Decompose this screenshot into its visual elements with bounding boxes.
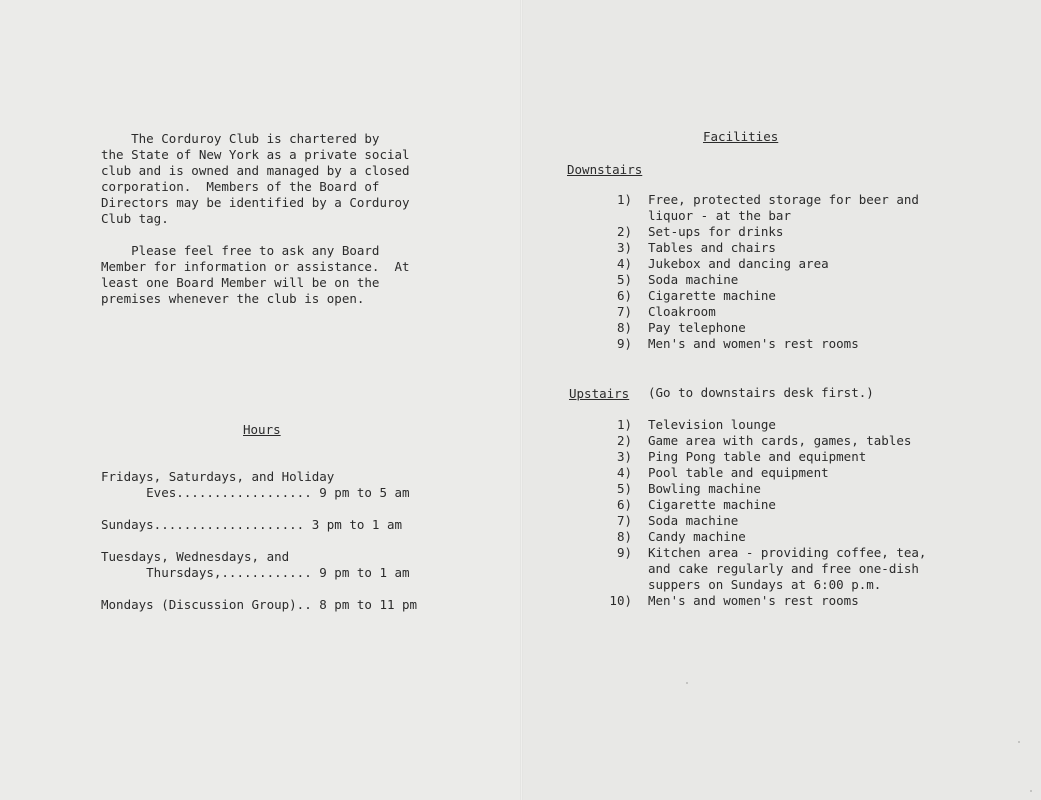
upstairs-heading: Upstairs (569, 386, 630, 401)
downstairs-item-text: Free, protected storage for beer and (648, 192, 919, 207)
hours-line: Sundays.................... 3 pm to 1 am (101, 517, 403, 532)
downstairs-item-number: 4) (616, 256, 632, 271)
upstairs-item-text: Ping Pong table and equipment (648, 449, 867, 464)
upstairs-item-text: Pool table and equipment (648, 465, 829, 480)
downstairs-item-text: Jukebox and dancing area (648, 256, 829, 271)
facilities-title: Facilities (703, 129, 779, 144)
upstairs-item-text: and cake regularly and free one-dish (648, 561, 919, 576)
downstairs-item-text: Pay telephone (648, 320, 746, 335)
downstairs-item-text: Tables and chairs (648, 240, 776, 255)
downstairs-item-text: Cigarette machine (648, 288, 776, 303)
upstairs-item-number: 9) (616, 545, 632, 560)
page-fold (520, 0, 523, 800)
downstairs-item-number: 8) (616, 320, 632, 335)
upstairs-item-text: Bowling machine (648, 481, 761, 496)
upstairs-item-number: 1) (616, 417, 632, 432)
upstairs-item-text: Soda machine (648, 513, 739, 528)
downstairs-item-number: 6) (616, 288, 632, 303)
upstairs-item-text: Kitchen area - providing coffee, tea, (648, 545, 927, 560)
downstairs-item-number: 3) (616, 240, 632, 255)
upstairs-item-number: 10) (609, 593, 632, 608)
hours-line: Tuesdays, Wednesdays, and (101, 549, 290, 564)
downstairs-item-text: Set-ups for drinks (648, 224, 784, 239)
paper-speck (1030, 790, 1032, 792)
help-line: premises whenever the club is open. (101, 291, 365, 306)
intro-line: the State of New York as a private social (101, 147, 410, 162)
upstairs-item-text: Candy machine (648, 529, 746, 544)
downstairs-item-text: Cloakroom (648, 304, 716, 319)
upstairs-item-text: Cigarette machine (648, 497, 776, 512)
help-line: Please feel free to ask any Board (101, 243, 380, 258)
upstairs-item-number: 3) (616, 449, 632, 464)
intro-line: Directors may be identified by a Corduroy (101, 195, 410, 210)
upstairs-item-text: Men's and women's rest rooms (648, 593, 859, 608)
downstairs-item-text: Men's and women's rest rooms (648, 336, 859, 351)
help-line: least one Board Member will be on the (101, 275, 380, 290)
upstairs-item-text: suppers on Sundays at 6:00 p.m. (648, 577, 882, 592)
intro-line: corporation. Members of the Board of (101, 179, 380, 194)
downstairs-item-number: 2) (616, 224, 632, 239)
hours-line: Mondays (Discussion Group).. 8 pm to 11 pm (101, 597, 418, 612)
downstairs-item-number: 9) (616, 336, 632, 351)
hours-line: Thursdays,............ 9 pm to 1 am (101, 565, 410, 580)
paper-speck (686, 682, 688, 684)
intro-paragraph (101, 131, 431, 227)
intro-line: Club tag. (101, 211, 169, 226)
upstairs-item-number: 6) (616, 497, 632, 512)
upstairs-item-number: 5) (616, 481, 632, 496)
downstairs-item-text: Soda machine (648, 272, 739, 287)
downstairs-item-number: 7) (616, 304, 632, 319)
upstairs-item-number: 2) (616, 433, 632, 448)
upstairs-note: (Go to downstairs desk first.) (648, 385, 874, 400)
hours-heading: Hours (243, 422, 281, 437)
paper-speck (1018, 741, 1020, 743)
help-line: Member for information or assistance. At (101, 259, 410, 274)
intro-line: The Corduroy Club is chartered by (101, 131, 380, 146)
downstairs-item-number: 5) (616, 272, 632, 287)
intro-line: club and is owned and managed by a closed (101, 163, 410, 178)
upstairs-item-text: Television lounge (648, 417, 776, 432)
hours-line: Eves.................. 9 pm to 5 am (101, 485, 410, 500)
upstairs-item-text: Game area with cards, games, tables (648, 433, 912, 448)
help-paragraph (101, 243, 431, 307)
downstairs-item-text: liquor - at the bar (648, 208, 791, 223)
downstairs-heading: Downstairs (567, 162, 643, 177)
upstairs-item-number: 8) (616, 529, 632, 544)
hours-line: Fridays, Saturdays, and Holiday (101, 469, 335, 484)
upstairs-item-number: 4) (616, 465, 632, 480)
upstairs-item-number: 7) (616, 513, 632, 528)
downstairs-item-number: 1) (616, 192, 632, 207)
